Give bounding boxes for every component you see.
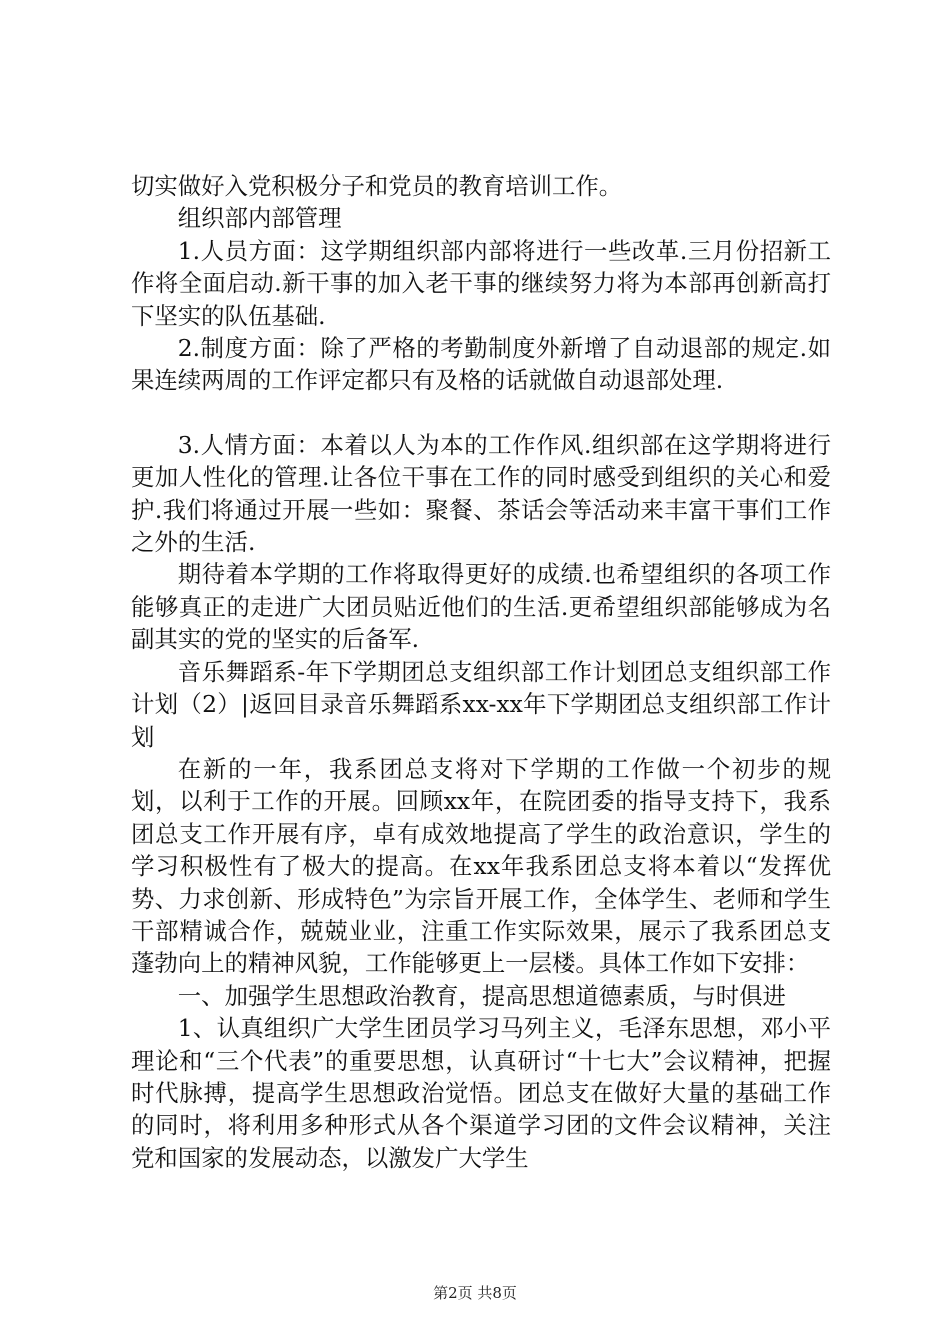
paragraph-human-relations: 3.人情方面：本着以人为本的工作作风.组织部在这学期将进行更加人性化的管理.让各位干事在工作的同时感受到组织的关心和爱护.我们将通过开展一些如：聚餐、茶话会等活动来丰富干事们工作之外的生活. <box>131 430 831 557</box>
paragraph-new-year: 在新的一年，我系团总支将对下学期的工作做一个初步的规划，以利于工作的开展。回顾xx年，在院团委的指导支持下，我系团总支工作开展有序，卓有成效地提高了学生的政治意识，学生的学习积极性有了极大的提高。在xx年我系团总支将本着以“发挥优势、力求创新、形成特色”为宗旨开展工作，全体学生、老师和学生干部精诚合作，兢兢业业，注重工作实际效果，展示了我系团总支蓬勃向上的精神风貌，工作能够更上一层楼。具体工作如下安排： <box>131 754 831 978</box>
paragraph-plan-title: 音乐舞蹈系-年下学期团总支组织部工作计划团总支组织部工作计划（2）|返回目录音乐舞蹈系xx-xx年下学期团总支组织部工作计划 <box>131 657 831 751</box>
paragraph-1: 切实做好入党积极分子和党员的教育培训工作。 <box>131 172 623 200</box>
paragraph-expectation: 期待着本学期的工作将取得更好的成绩.也希望组织的各项工作能够真正的走进广大团员贴近他们的生活.更希望组织部能够成为名副其实的党的坚实的后备军. <box>131 560 831 654</box>
section-heading-internal-management: 组织部内部管理 <box>177 204 342 233</box>
paragraph-system: 2.制度方面：除了严格的考勤制度外新增了自动退部的规定.如果连续两周的工作评定都只有及格的话就做自动退部处理. <box>131 334 831 395</box>
section-heading-political-education: 一、加强学生思想政治教育，提高思想道德素质，与时俱进 <box>177 981 786 1010</box>
document-body <box>131 170 831 1174</box>
paragraph-study: 1、认真组织广大学生团员学习马列主义，毛泽东思想，邓小平理论和“三个代表”的重要思想，认真研讨“十七大”会议精神，把握时代脉搏，提高学生思想政治觉悟。团总支在做好大量的基础工作的同时，将利用多种形式从各个渠道学习团的文件会议精神，关注党和国家的发展动态，以激发广大学生 <box>131 1014 831 1172</box>
paragraph-personnel: 1.人员方面：这学期组织部内部将进行一些改革.三月份招新工作将全面启动.新干事的加入老干事的继续努力将为本部再创新高打下坚实的队伍基础. <box>131 236 831 330</box>
page-footer: 第2页 共8页 <box>433 1284 517 1302</box>
